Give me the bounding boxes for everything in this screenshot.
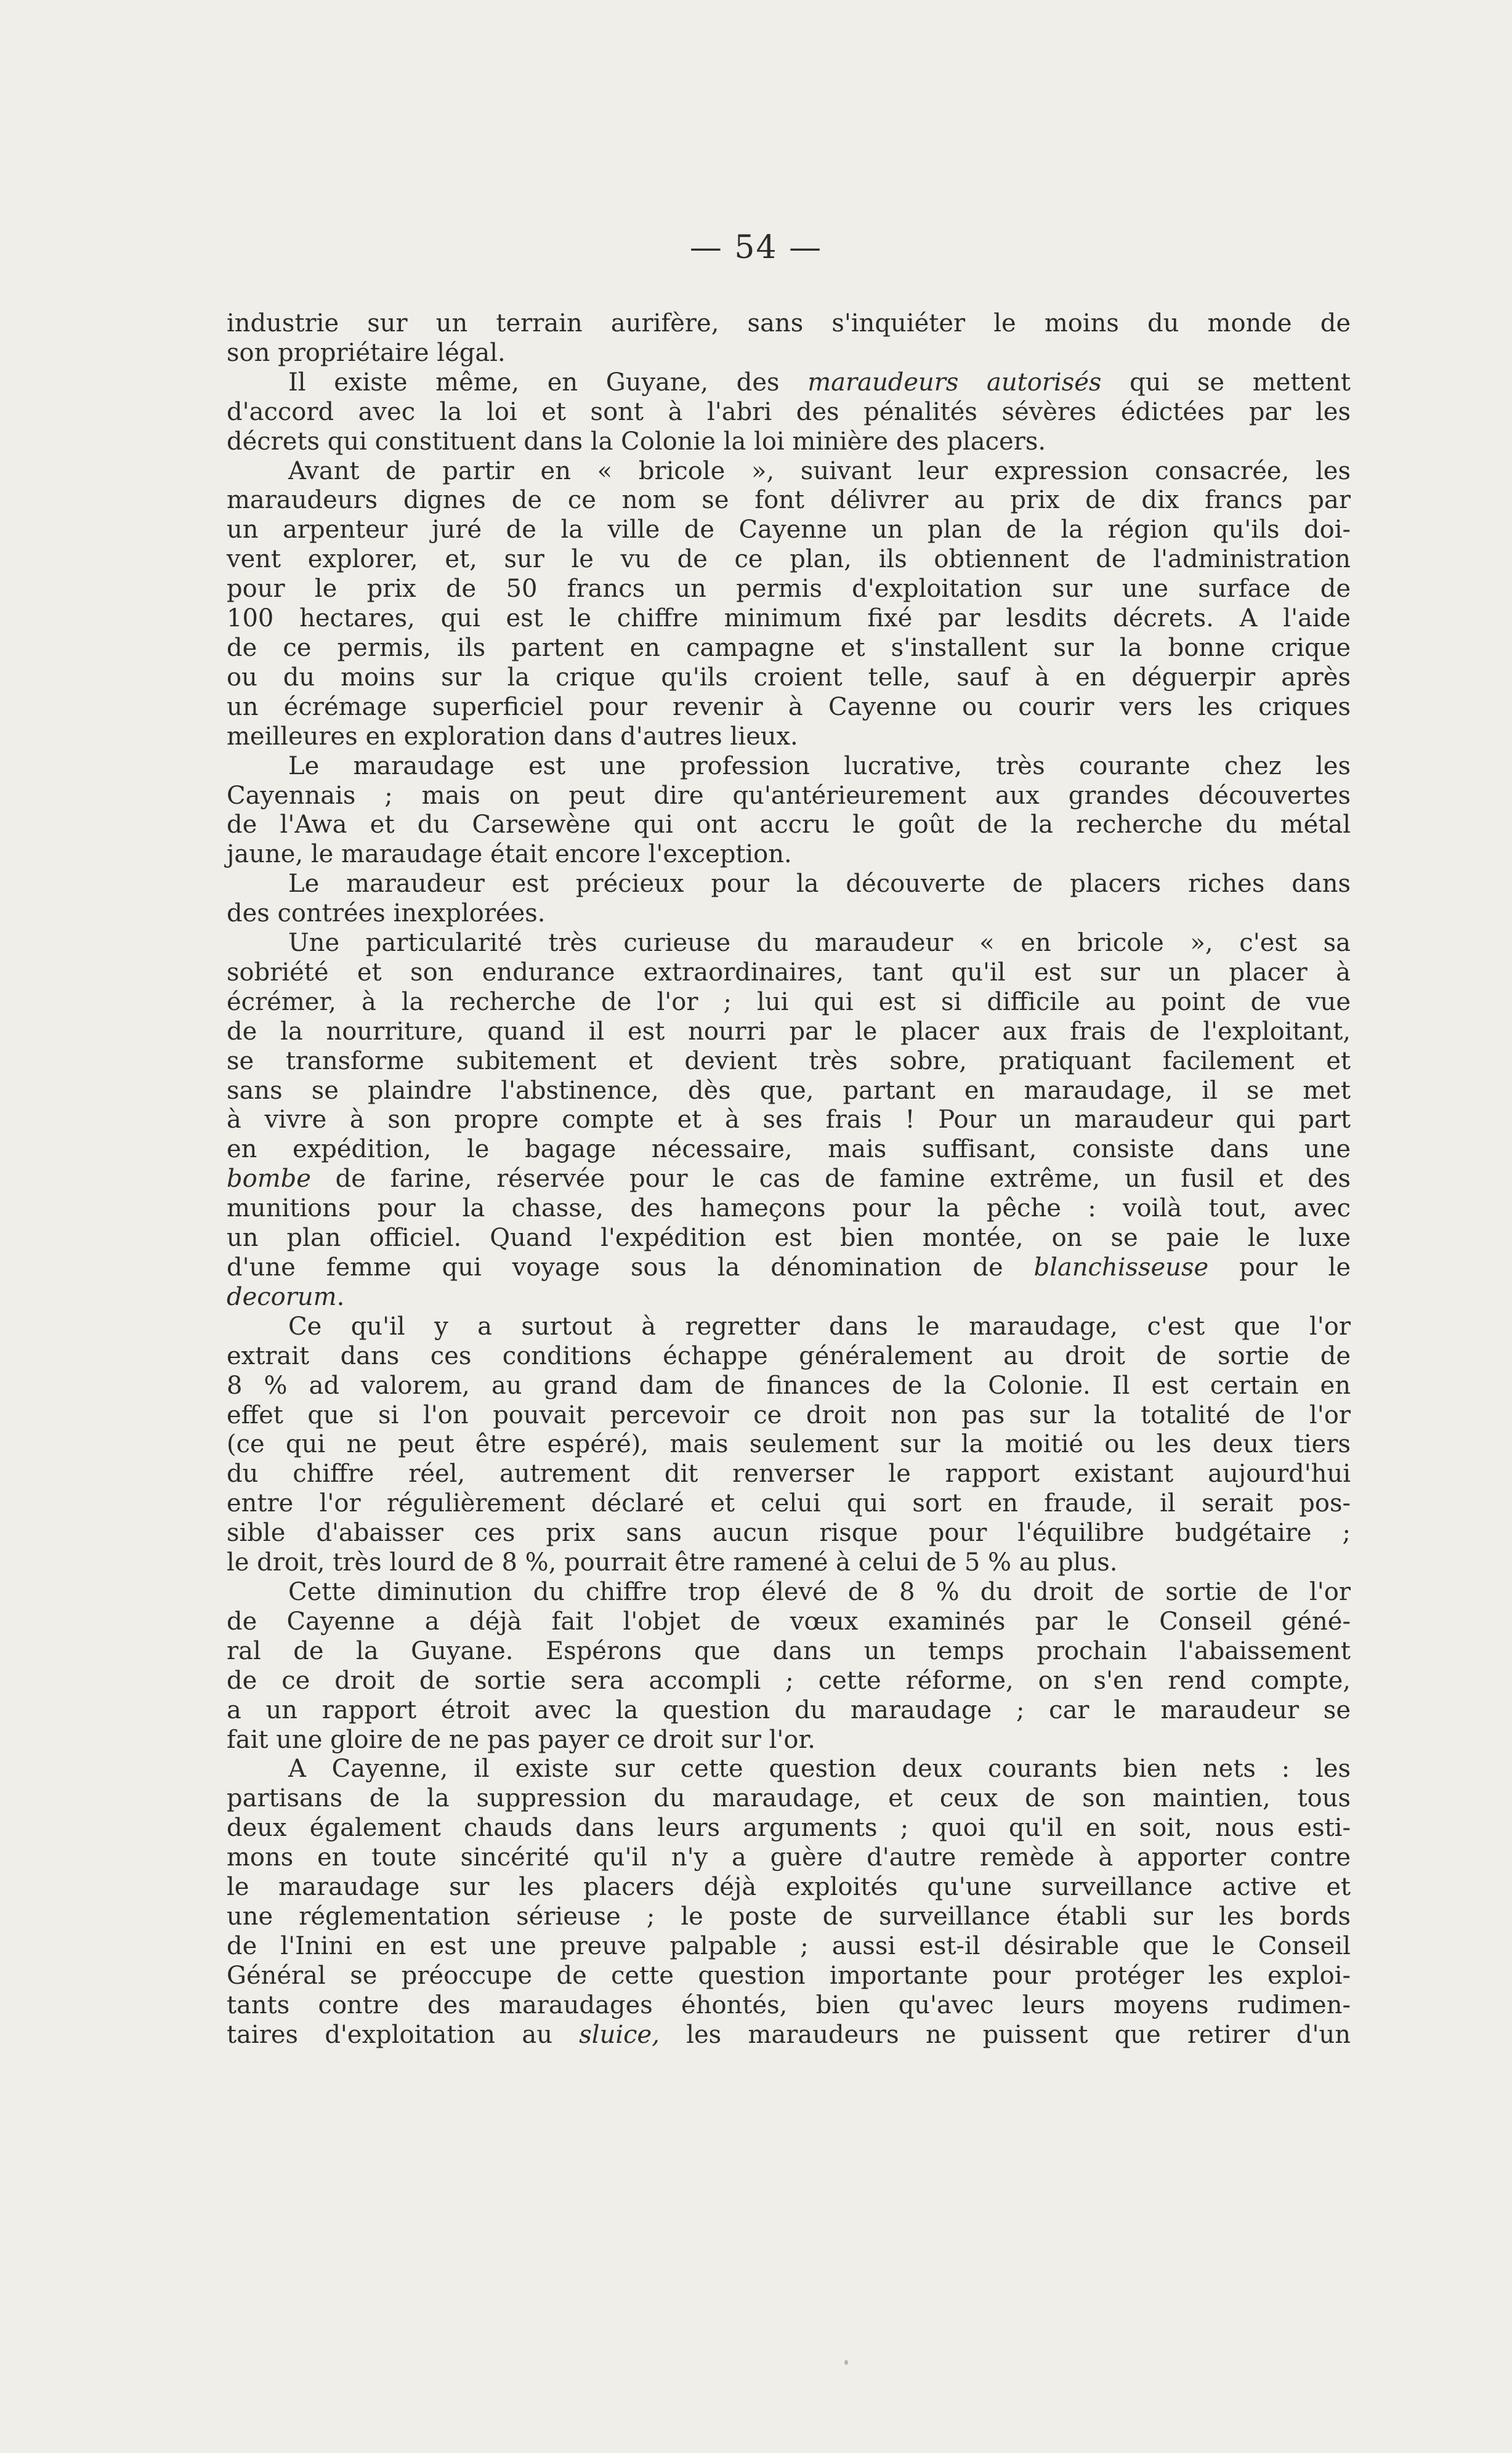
- text-line: 8 % ad valorem, au grand dam de finances de la Colonie. Il est certain en: [227, 1371, 1351, 1400]
- text-line: extrait dans ces conditions échappe généralement au droit de sortie de: [227, 1341, 1351, 1370]
- text-line: de l'Inini en est une preuve palpable ; aussi est-il désirable que le Conseil: [227, 1931, 1351, 1960]
- text-line: (ce qui ne peut être espéré), mais seulement sur la moitié ou les deux tiers: [227, 1430, 1351, 1459]
- text-line: mons en toute sincérité qu'il n'y a guère d'autre remède à apporter contre: [227, 1843, 1351, 1872]
- text-line: a un rapport étroit avec la question du maraudage ; car le maraudeur se: [227, 1695, 1351, 1724]
- text-line: Cayennais ; mais on peut dire qu'antérieurement aux grandes découvertes: [227, 781, 1351, 810]
- text-line: de la nourriture, quand il est nourri par le placer aux frais de l'exploitant,: [227, 1017, 1351, 1046]
- text-line: entre l'or régulièrement déclaré et celui qui sort en fraude, il serait pos-: [227, 1489, 1351, 1518]
- italic-term: blanchisseuse: [1033, 1253, 1209, 1282]
- text-line: Une particularité très curieuse du maraudeur « en bricole », c'est sa: [288, 929, 1351, 958]
- text-line: sible d'abaisser ces prix sans aucun risque pour l'équilibre budgétaire ;: [227, 1519, 1351, 1548]
- text-line: industrie sur un terrain aurifère, sans s'inquiéter le moins du monde de: [227, 309, 1351, 337]
- text-line: sobriété et son endurance extraordinaires, tant qu'il est sur un placer à: [227, 958, 1351, 987]
- text-line: decorum.: [227, 1282, 345, 1311]
- text-line: en expédition, le bagage nécessaire, mais suffisant, consiste dans une: [227, 1135, 1351, 1164]
- text-line: se transforme subitement et devient très sobre, pratiquant facilement et: [227, 1046, 1351, 1075]
- text-line: un arpenteur juré de la ville de Cayenne un plan de la région qu'ils doi-: [227, 515, 1351, 544]
- text-line: partisans de la suppression du maraudage, et ceux de son maintien, tous: [227, 1784, 1351, 1813]
- text-line: d'une femme qui voyage sous la dénomination de blanchisseuse pour le: [227, 1253, 1351, 1282]
- scan-speck: [844, 2360, 848, 2365]
- text-line: Il existe même, en Guyane, des maraudeurs autorisés qui se mettent: [288, 368, 1351, 397]
- text-line: Le maraudage est une profession lucrative, très courante chez les: [288, 751, 1351, 780]
- text-line: d'accord avec la loi et sont à l'abri des pénalités sévères édictées par les: [227, 397, 1351, 426]
- text-line: un écrémage superficiel pour revenir à Cayenne ou courir vers les criques: [227, 692, 1351, 721]
- italic-term: sluice,: [579, 2020, 660, 2049]
- text-line: maraudeurs dignes de ce nom se font délivrer au prix de dix francs par: [227, 486, 1351, 515]
- text-line: A Cayenne, il existe sur cette question deux courants bien nets : les: [288, 1755, 1351, 1784]
- text-line: effet que si l'on pouvait percevoir ce droit non pas sur la totalité de l'or: [227, 1400, 1351, 1429]
- text-line: de ce permis, ils partent en campagne et s'installent sur la bonne crique: [227, 633, 1351, 662]
- text-line: le droit, très lourd de 8 %, pourrait être ramené à celui de 5 % au plus.: [227, 1548, 1118, 1577]
- text-line: tants contre des maraudages éhontés, bien qu'avec leurs moyens rudimen-: [227, 1990, 1351, 2019]
- page-number: — 54 —: [689, 229, 823, 266]
- text-line: décrets qui constituent dans la Colonie la loi minière des placers.: [227, 427, 1046, 456]
- text-line: vent explorer, et, sur le vu de ce plan, ils obtiennent de l'administration: [227, 545, 1351, 574]
- text-line: Ce qu'il y a surtout à regretter dans le maraudage, c'est que l'or: [288, 1312, 1351, 1341]
- text-line: fait une gloire de ne pas payer ce droit sur l'or.: [227, 1725, 815, 1754]
- text-line: Le maraudeur est précieux pour la découverte de placers riches dans: [288, 870, 1351, 899]
- text-line: du chiffre réel, autrement dit renverser le rapport existant aujourd'hui: [227, 1460, 1351, 1489]
- text-line: de ce droit de sortie sera accompli ; cette réforme, on s'en rend compte,: [227, 1666, 1351, 1695]
- text-line: une réglementation sérieuse ; le poste de surveillance établi sur les bords: [227, 1902, 1351, 1931]
- text-line: jaune, le maraudage était encore l'exception.: [227, 840, 792, 869]
- text-line: écrémer, à la recherche de l'or ; lui qui est si difficile au point de vue: [227, 987, 1351, 1016]
- text-line: pour le prix de 50 francs un permis d'exploitation sur une surface de: [227, 575, 1351, 604]
- text-line: meilleures en exploration dans d'autres lieux.: [227, 722, 798, 751]
- text-line: bombe de farine, réservée pour le cas de famine extrême, un fusil et des: [227, 1165, 1351, 1194]
- text-line: sans se plaindre l'abstinence, dès que, partant en maraudage, il se met: [227, 1076, 1351, 1105]
- text-line: le maraudage sur les placers déjà exploités qu'une surveillance active et: [227, 1873, 1351, 1902]
- italic-term: bombe: [227, 1165, 311, 1194]
- italic-term: decorum: [227, 1282, 337, 1311]
- text-line: ou du moins sur la crique qu'ils croient telle, sauf à en déguerpir après: [227, 663, 1351, 692]
- text-line: son propriétaire légal.: [227, 338, 506, 367]
- text-line: deux également chauds dans leurs arguments ; quoi qu'il en soit, nous esti-: [227, 1814, 1351, 1843]
- text-line: des contrées inexplorées.: [227, 899, 546, 928]
- text-line: Cette diminution du chiffre trop élevé de 8 % du droit de sortie de l'or: [288, 1577, 1351, 1606]
- text-line: Avant de partir en « bricole », suivant leur expression consacrée, les: [288, 456, 1351, 485]
- text-line: 100 hectares, qui est le chiffre minimum fixé par lesdits décrets. A l'aide: [227, 604, 1351, 633]
- italic-term: maraudeurs autorisés: [807, 368, 1102, 397]
- text-line: un plan officiel. Quand l'expédition est bien montée, on se paie le luxe: [227, 1224, 1351, 1253]
- text-line: de l'Awa et du Carsewène qui ont accru le goût de la recherche du métal: [227, 810, 1351, 839]
- text-line: taires d'exploitation au sluice, les maraudeurs ne puissent que retirer d'un: [227, 2020, 1351, 2049]
- text-line: ral de la Guyane. Espérons que dans un temps prochain l'abaissement: [227, 1636, 1351, 1665]
- text-line: de Cayenne a déjà fait l'objet de vœux examinés par le Conseil géné-: [227, 1607, 1351, 1636]
- body-text: [227, 309, 1351, 2050]
- text-line: Général se préoccupe de cette question importante pour protéger les exploi-: [227, 1961, 1351, 1990]
- text-line: munitions pour la chasse, des hameçons pour la pêche : voilà tout, avec: [227, 1194, 1351, 1223]
- text-line: à vivre à son propre compte et à ses frais ! Pour un maraudeur qui part: [227, 1105, 1351, 1134]
